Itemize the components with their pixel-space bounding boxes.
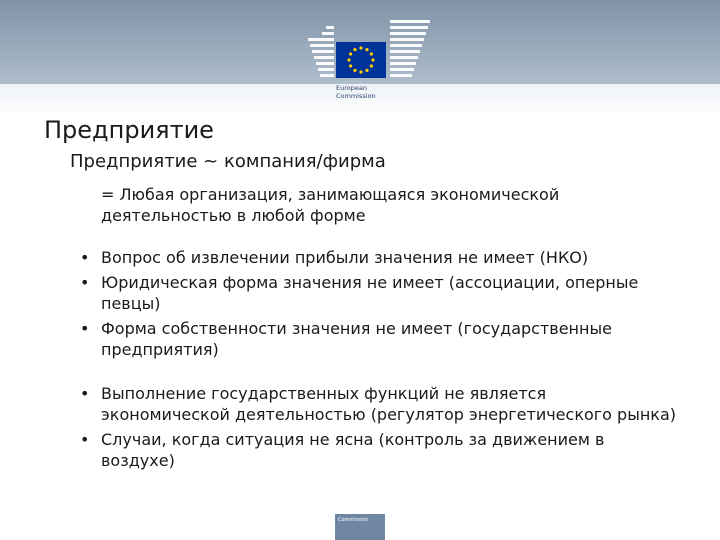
bullet-list-2 — [80, 383, 680, 475]
logo-text — [336, 84, 376, 100]
list-item: • Вопрос об извлечении прибыли значения не имеет (НКО) — [80, 247, 680, 268]
list-item: • Случаи, когда ситуация не ясна (контроль за движением в воздухе) — [80, 429, 680, 471]
bullet-list-1 — [80, 247, 680, 364]
slide-subtitle: Предприятие ~ компания/фирма — [70, 151, 386, 172]
footer-logo-text: Commission — [338, 517, 369, 523]
list-item: • Юридическая форма значения не имеет (ассоциации, оперные певцы) — [80, 272, 680, 314]
definition-text: = Любая организация, занимающаяся экономической деятельностью в любой форме — [101, 185, 560, 225]
page-title: Предприятие — [44, 116, 214, 144]
footer-logo — [335, 514, 385, 540]
logo-text-line2: Commission — [336, 92, 376, 100]
list-item: • Форма собственности значения не имеет (государственные предприятия) — [80, 318, 680, 360]
logo-text-line1: European — [336, 84, 367, 92]
list-item: • Выполнение государственных функций не является экономической деятельностью (регулятор энергетического рынка) — [80, 383, 680, 425]
commission-building-icon — [306, 8, 446, 84]
european-commission-logo — [306, 8, 446, 104]
